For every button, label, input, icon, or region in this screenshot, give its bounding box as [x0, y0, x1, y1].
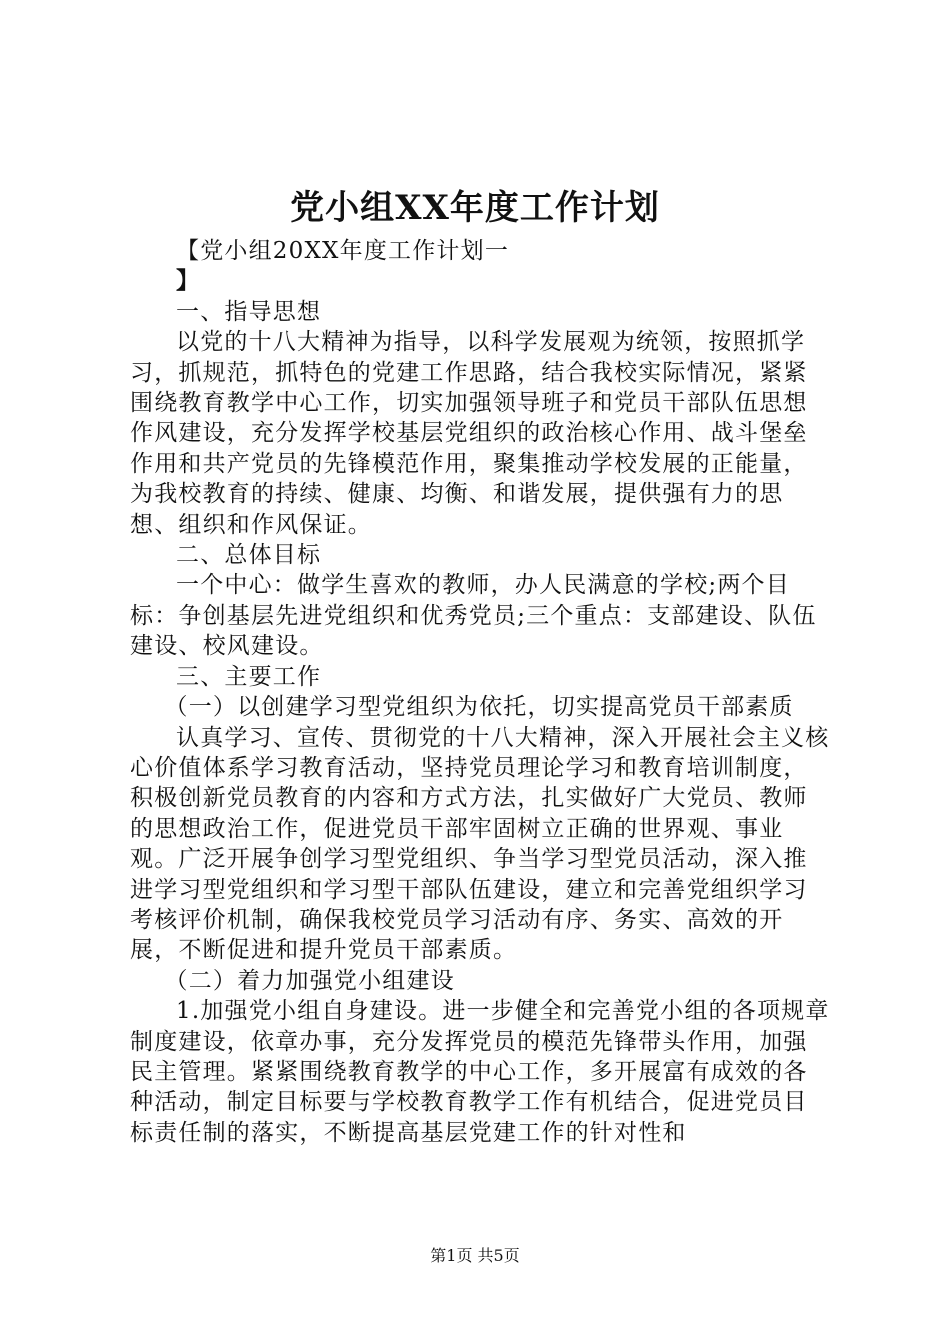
document-body: [130, 236, 830, 1148]
section-paragraph-2: 一个中心：做学生喜欢的教师，办人民满意的学校;两个目标：争创基层先进党组织和优秀党员;三个重点：支部建设、队伍建设、校风建设。: [130, 572, 817, 660]
subsection-heading-1: （一）以创建学习型党组织为依托，切实提高党员干部素质: [164, 694, 794, 721]
subsection-paragraph-1: 认真学习、宣传、贯彻党的十八大精神，深入开展社会主义核心价值体系学习教育活动，坚持党员理论学习和教育培训制度，积极创新党员教育的内容和方式方法，扎实做好广大党员、教师的思想政治工作，促进党员干部牢固树立正确的世界观、事业观。广泛开展争创学习型党组织、争当学习型党员活动，深入推进学习型党组织和学习型干部队伍建设，建立和完善党组织学习考核评价机制，确保我校党员学习活动有序、务实、高效的开展，不断促进和提升党员干部素质。: [130, 724, 830, 964]
subtitle-line-1: 【党小组20XX年度工作计划一: [176, 238, 510, 264]
section-heading-1: 一、指导思想: [176, 298, 322, 325]
document-title: 党小组XX年度工作计划: [290, 188, 660, 228]
subsection-paragraph-2: 1.加强党小组自身建设。进一步健全和完善党小组的各项规章制度建设，依章办事，充分发挥党员的模范先锋带头作用，加强民主管理。紧紧围绕教育教学的中心工作，多开展富有成效的各种活动，制定目标要与学校教育教学工作有机结合，促进党员目标责任制的落实，不断提高基层党建工作的针对性和: [130, 998, 830, 1146]
subtitle-line-2: 】: [176, 267, 201, 295]
section-heading-2: 二、总体目标: [176, 542, 322, 569]
subsection-heading-2: （二）着力加强党小组建设: [164, 967, 455, 994]
section-paragraph-1: 以党的十八大精神为指导，以科学发展观为统领，按照抓学习，抓规范，抓特色的党建工作思路，结合我校实际情况，紧紧围绕教育教学中心工作，切实加强领导班子和党员干部队伍思想作风建设，充分发挥学校基层党组织的政治核心作用、战斗堡垒作用和共产党员的先锋模范作用，聚集推动学校发展的正能量，为我校教育的持续、健康、均衡、和谐发展，提供强有力的思想、组织和作风保证。: [130, 329, 808, 538]
section-heading-3: 三、主要工作: [176, 663, 322, 690]
page-number-footer: 第1页 共5页: [430, 1246, 520, 1265]
